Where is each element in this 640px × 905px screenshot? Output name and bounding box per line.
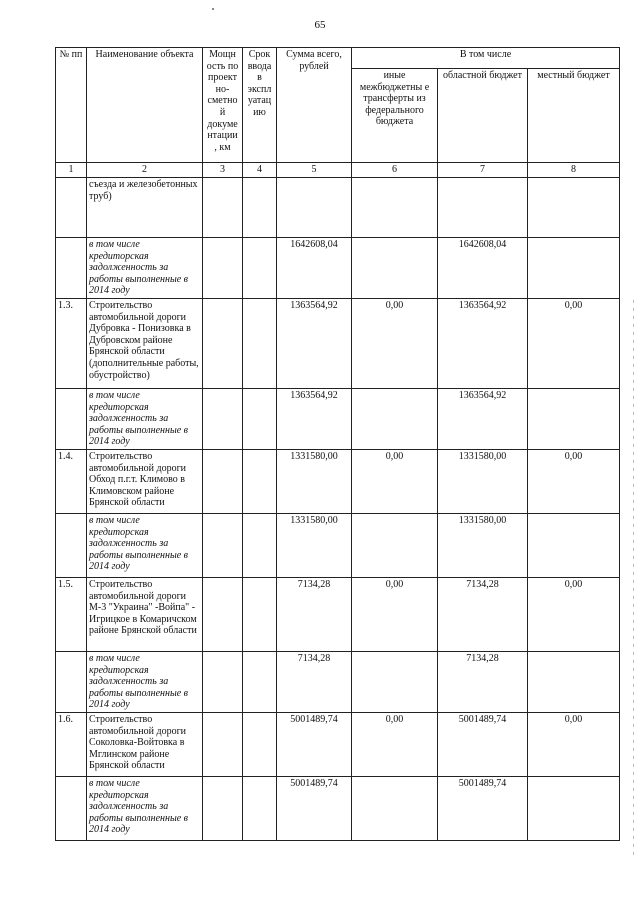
row-object-name: в том числе кредиторская задолженность за работы выполненные в 2014 году — [87, 776, 203, 840]
row-object-name: Строительство автомобильной дороги Соколовка-Войтовка в Мглинском районе Брянской области — [87, 712, 203, 776]
row-federal — [352, 388, 438, 449]
row-object-name: Строительство автомобильной дороги Дубровка - Понизовка в Дубровском районе Брянской области (дополнительные работы, обустройство) — [87, 298, 203, 388]
budget-table — [55, 47, 620, 841]
row-capacity — [203, 776, 243, 840]
row-local: 0,00 — [528, 712, 620, 776]
header-capacity: Мощн ость по проект но-сметно й докуме нтации , км — [203, 48, 243, 163]
column-number: 5 — [277, 163, 352, 178]
row-term — [243, 776, 277, 840]
row-object-name: в том числе кредиторская задолженность за работы выполненные в 2014 году — [87, 651, 203, 712]
row-local: 0,00 — [528, 298, 620, 388]
row-capacity — [203, 178, 243, 238]
row-object-name: в том числе кредиторская задолженность за работы выполненные в 2014 году — [87, 238, 203, 299]
row-regional — [438, 178, 528, 238]
row-number: 1.5. — [56, 577, 87, 651]
table-row — [56, 298, 620, 388]
table-row — [56, 577, 620, 651]
scan-edge-marks — [633, 300, 634, 860]
row-federal — [352, 651, 438, 712]
table-row — [56, 513, 620, 577]
row-regional: 1331580,00 — [438, 513, 528, 577]
table-row — [56, 178, 620, 238]
row-capacity — [203, 513, 243, 577]
table-row — [56, 388, 620, 449]
row-term — [243, 178, 277, 238]
row-regional: 7134,28 — [438, 577, 528, 651]
header-local: местный бюджет — [528, 69, 620, 163]
row-local — [528, 513, 620, 577]
row-object-name: Строительство автомобильной дороги Обход п.г.т. Климово в Климовском районе Брянской области — [87, 449, 203, 513]
table-header-row — [56, 48, 620, 69]
row-local — [528, 776, 620, 840]
column-number: 1 — [56, 163, 87, 178]
header-including: В том числе — [352, 48, 620, 69]
row-total: 5001489,74 — [277, 776, 352, 840]
row-federal: 0,00 — [352, 298, 438, 388]
row-term — [243, 651, 277, 712]
header-num: № пп — [56, 48, 87, 163]
row-total: 1363564,92 — [277, 298, 352, 388]
row-total — [277, 178, 352, 238]
row-federal: 0,00 — [352, 449, 438, 513]
row-total: 1363564,92 — [277, 388, 352, 449]
row-capacity — [203, 577, 243, 651]
row-local — [528, 178, 620, 238]
row-capacity — [203, 238, 243, 299]
row-federal — [352, 513, 438, 577]
row-number — [56, 178, 87, 238]
row-number — [56, 388, 87, 449]
row-federal: 0,00 — [352, 712, 438, 776]
row-object-name: Строительство автомобильной дороги М-3 "Украина" -Войпа" - Игрицкое в Комаричском районе Брянской области — [87, 577, 203, 651]
row-total: 1642608,04 — [277, 238, 352, 299]
row-regional: 5001489,74 — [438, 712, 528, 776]
row-capacity — [203, 651, 243, 712]
column-number: 8 — [528, 163, 620, 178]
column-number: 4 — [243, 163, 277, 178]
row-total: 7134,28 — [277, 651, 352, 712]
row-number: 1.4. — [56, 449, 87, 513]
header-term: Срок ввода в экспл уатац ию — [243, 48, 277, 163]
row-number — [56, 776, 87, 840]
table-row — [56, 449, 620, 513]
row-term — [243, 712, 277, 776]
column-number: 2 — [87, 163, 203, 178]
row-number: 1.3. — [56, 298, 87, 388]
row-local — [528, 388, 620, 449]
row-regional: 1642608,04 — [438, 238, 528, 299]
row-term — [243, 238, 277, 299]
row-capacity — [203, 388, 243, 449]
table-row — [56, 238, 620, 299]
header-federal: иные межбюджетны е трансферты из федерального бюджета — [352, 69, 438, 163]
row-local: 0,00 — [528, 449, 620, 513]
row-federal — [352, 776, 438, 840]
row-total: 5001489,74 — [277, 712, 352, 776]
row-object-name: съезда и железобетонных труб) — [87, 178, 203, 238]
row-regional: 5001489,74 — [438, 776, 528, 840]
row-local — [528, 651, 620, 712]
row-federal — [352, 238, 438, 299]
row-term — [243, 298, 277, 388]
column-number: 3 — [203, 163, 243, 178]
table-row — [56, 712, 620, 776]
row-regional: 1363564,92 — [438, 298, 528, 388]
row-number — [56, 238, 87, 299]
column-number-row — [56, 163, 620, 178]
row-term — [243, 577, 277, 651]
row-object-name: в том числе кредиторская задолженность за работы выполненные в 2014 году — [87, 513, 203, 577]
row-number — [56, 513, 87, 577]
row-object-name: в том числе кредиторская задолженность за работы выполненные в 2014 году — [87, 388, 203, 449]
row-capacity — [203, 449, 243, 513]
row-term — [243, 513, 277, 577]
column-number: 7 — [438, 163, 528, 178]
row-total: 1331580,00 — [277, 449, 352, 513]
row-regional: 1331580,00 — [438, 449, 528, 513]
page-number: 65 — [314, 19, 326, 31]
row-capacity — [203, 712, 243, 776]
table-row — [56, 651, 620, 712]
row-number: 1.6. — [56, 712, 87, 776]
row-regional: 7134,28 — [438, 651, 528, 712]
row-total: 7134,28 — [277, 577, 352, 651]
row-term — [243, 388, 277, 449]
header-total: Сумма всего, рублей — [277, 48, 352, 163]
column-number: 6 — [352, 163, 438, 178]
header-name: Наименование объекта — [87, 48, 203, 163]
row-local — [528, 238, 620, 299]
table-row — [56, 776, 620, 840]
row-capacity — [203, 298, 243, 388]
row-regional: 1363564,92 — [438, 388, 528, 449]
header-regional: областной бюджет — [438, 69, 528, 163]
row-local: 0,00 — [528, 577, 620, 651]
scan-speck — [212, 8, 214, 10]
row-total: 1331580,00 — [277, 513, 352, 577]
row-number — [56, 651, 87, 712]
row-federal: 0,00 — [352, 577, 438, 651]
row-federal — [352, 178, 438, 238]
row-term — [243, 449, 277, 513]
